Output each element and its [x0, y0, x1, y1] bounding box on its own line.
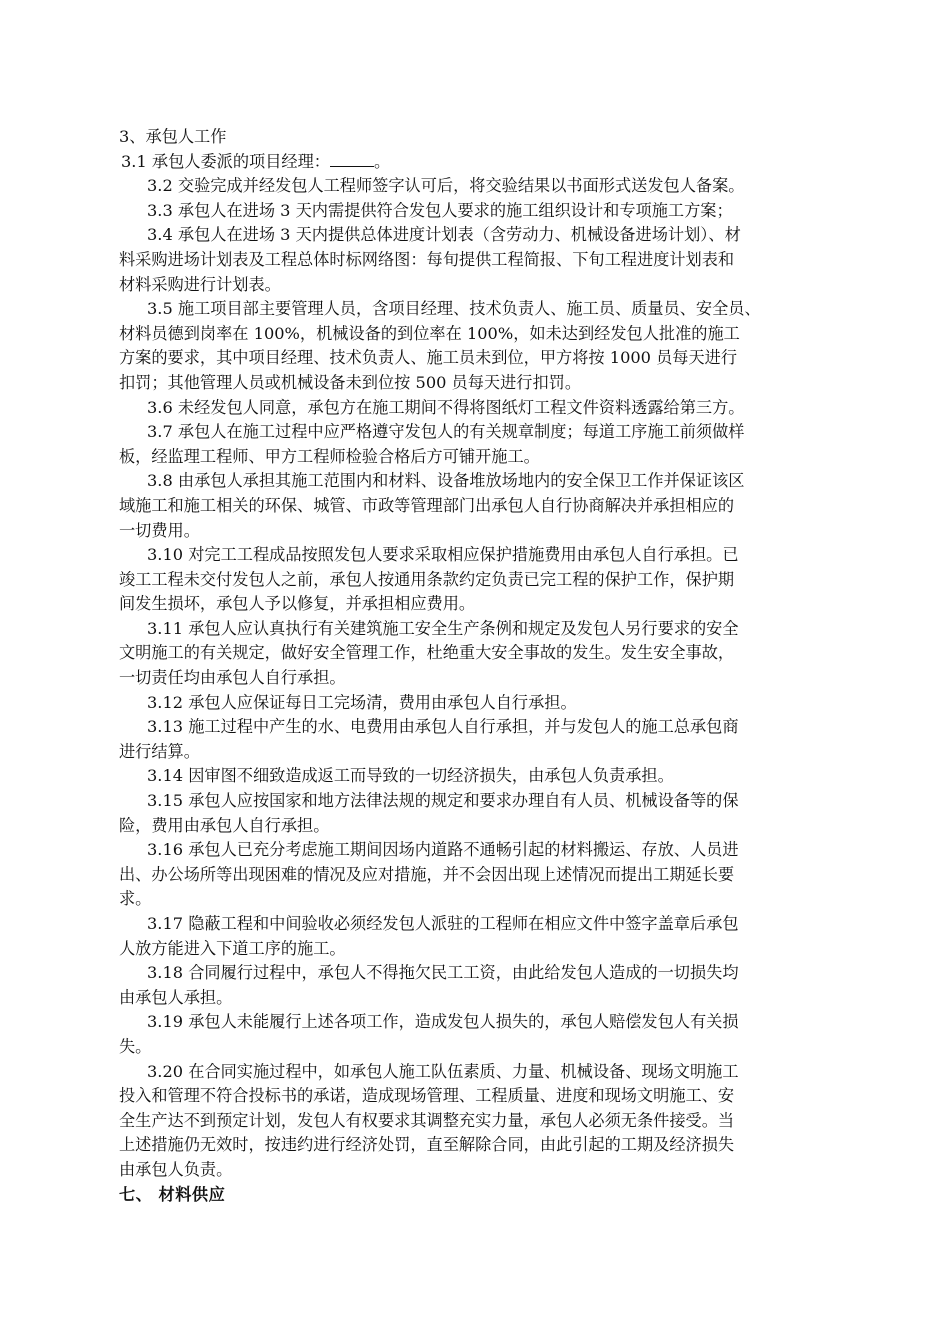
clause-line: 材料采购进行计划表。 [119, 274, 281, 294]
clause-line: 失。 [119, 1036, 152, 1056]
clause-line: 3.11 承包人应认真执行有关建筑施工安全生产条例和规定及发包人另行要求的安全 [147, 618, 739, 638]
clause-line: 全生产达不到预定计划，发包人有权要求其调整充实力量，承包人必须无条件接受。当 [119, 1110, 735, 1130]
clause-line: 3.7 承包人在施工过程中应严格遵守发包人的有关规章制度；每道工序施工前须做样 [147, 422, 745, 442]
clause-line: 竣工工程未交付发包人之前，承包人按通用条款约定负责已完工程的保护工作，保护期 [119, 569, 735, 589]
clause-3-11 [119, 617, 859, 691]
clause-3-5 [119, 297, 859, 395]
clause-line: 文明施工的有关规定，做好安全管理工作，杜绝重大安全事故的发生。发生安全事故， [119, 643, 735, 663]
clause-line: 由承包人负责。 [119, 1159, 233, 1179]
clause-line: 一切费用。 [119, 520, 200, 540]
clause-3-15 [119, 789, 859, 838]
clause-line: 材料员德到岗率在 100%，机械设备的到位率在 100%，如未达到经发包人批准的施工 [119, 323, 740, 343]
clause-line: 间发生损坏，承包人予以修复，并承担相应费用。 [119, 594, 476, 614]
clause-line: 一切责任均由承包人自行承担。 [119, 668, 346, 688]
clause-line: 求。 [119, 889, 152, 909]
clause-line: 3.20 在合同实施过程中，如承包人施工队伍素质、力量、机械设备、现场文明施工 [147, 1061, 739, 1081]
clause-line: 料采购进场计划表及工程总体时标网络图：每旬提供工程简报、下旬工程进度计划表和 [119, 249, 735, 269]
clause-line: 3.18 合同履行过程中，承包人不得拖欠民工工资，由此给发包人造成的一切损失均 [147, 963, 739, 983]
document-page [119, 125, 859, 1207]
clause-list [119, 174, 859, 1182]
clause-line: 上述措施仍无效时，按违约进行经济处罚，直至解除合同，由此引起的工期及经济损失 [119, 1135, 735, 1155]
clause-3-12 [119, 691, 859, 716]
project-manager-blank [330, 152, 374, 167]
clause-line: 出、办公场所等出现困难的情况及应对措施，并不会因出现上述情况而提出工期延长要 [119, 864, 735, 884]
clause-line: 扣罚；其他管理人员或机械设备未到位按 500 员每天进行扣罚。 [119, 372, 582, 392]
clause-3-20 [119, 1060, 859, 1183]
clause-3-19 [119, 1010, 859, 1059]
clause-line: 板，经监理工程师、甲方工程师检验合格后方可铺开施工。 [119, 446, 540, 466]
clause-line: 进行结算。 [119, 741, 200, 761]
clause-line: 3.4 承包人在进场 3 天内提供总体进度计划表（含劳动力、机械设备进场计划）、材 [147, 225, 741, 245]
clause-3-4 [119, 223, 859, 297]
clause-line: 3.16 承包人已充分考虑施工期间因场内道路不通畅引起的材料搬运、存放、人员进 [147, 840, 739, 860]
clause-3-13 [119, 715, 859, 764]
clause-line: 3.5 施工项目部主要管理人员，含项目经理、技术负责人、施工员、质量员、安全员、 [147, 299, 761, 319]
next-section-title: 七、 材料供应 [119, 1184, 226, 1204]
clause-line: 3.12 承包人应保证每日工完场清，费用由承包人自行承担。 [147, 692, 577, 712]
clause-line: 3.15 承包人应按国家和地方法律法规的规定和要求办理自有人员、机械设备等的保 [147, 791, 739, 811]
clause-3-17 [119, 912, 859, 961]
clause-line: 域施工和施工相关的环保、城管、市政等管理部门出承包人自行协商解决并承担相应的 [119, 495, 735, 515]
clause-line: 3.13 施工过程中产生的水、电费用由承包人自行承担，并与发包人的施工总承包商 [147, 717, 739, 737]
clause-3-2 [119, 174, 859, 199]
clause-3-1-suffix: 。 [373, 151, 391, 171]
clause-3-1-prefix: 3.1 承包人委派的项目经理： [121, 151, 330, 171]
clause-line: 3.14 因审图不细致造成返工而导致的一切经济损失，由承包人负责承担。 [147, 766, 674, 786]
clause-3-7 [119, 420, 859, 469]
clause-line: 方案的要求，其中项目经理、技术负责人、施工员未到位，甲方将按 1000 员每天进行 [119, 348, 738, 368]
clause-line: 投入和管理不符合投标书的承诺，造成现场管理、工程质量、进度和现场文明施工、安 [119, 1086, 735, 1106]
clause-line: 3.2 交验完成并经发包人工程师签字认可后，将交验结果以书面形式送发包人备案。 [147, 176, 745, 196]
clause-line: 3.3 承包人在进场 3 天内需提供符合发包人要求的施工组织设计和专项施工方案； [147, 200, 733, 220]
clause-3-18 [119, 961, 859, 1010]
clause-line: 由承包人承担。 [119, 987, 233, 1007]
clause-line: 3.6 未经发包人同意，承包方在施工期间不得将图纸灯工程文件资料透露给第三方。 [147, 397, 745, 417]
clause-line: 人放方能进入下道工序的施工。 [119, 938, 346, 958]
clause-line: 险，费用由承包人自行承担。 [119, 815, 330, 835]
section-heading: 3、承包人工作 [119, 127, 227, 146]
clause-3-10 [119, 543, 859, 617]
clause-3-6 [119, 396, 859, 421]
clause-line: 3.8 由承包人承担其施工范围内和材料、设备堆放场地内的安全保卫工作并保证该区 [147, 471, 745, 491]
clause-3-1 [119, 150, 859, 175]
clause-3-8 [119, 469, 859, 543]
clause-3-3 [119, 199, 859, 224]
clause-line: 3.10 对完工工程成品按照发包人要求采取相应保护措施费用由承包人自行承担。已 [147, 545, 739, 565]
clause-line: 3.17 隐蔽工程和中间验收必须经发包人派驻的工程师在相应文件中签字盖章后承包 [147, 914, 739, 933]
clause-line: 3.19 承包人未能履行上述各项工作，造成发包人损失的，承包人赔偿发包人有关损 [147, 1012, 739, 1032]
clause-3-14 [119, 764, 859, 789]
clause-3-16 [119, 838, 859, 912]
